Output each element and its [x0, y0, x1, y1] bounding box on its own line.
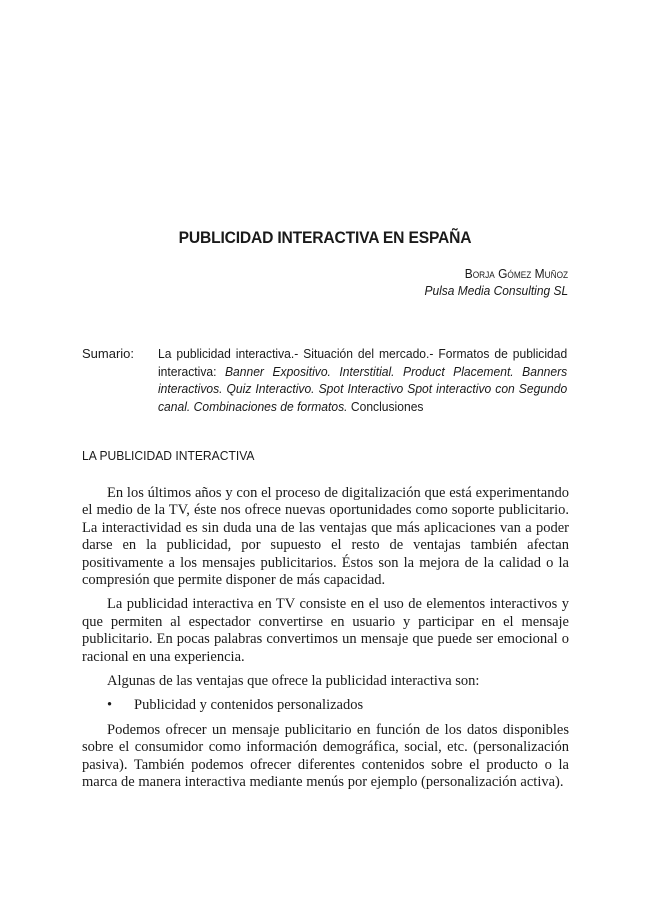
summary-outro: Conclusiones — [347, 398, 424, 414]
bullet-mark: • — [107, 697, 113, 714]
bullet-item — [107, 697, 569, 714]
author-name: Borja Gómez Muñoz — [464, 266, 568, 281]
section-heading: LA PUBLICIDAD INTERACTIVA — [82, 448, 255, 463]
summary-intro: La publicidad interactiva.- Situación del mercado.- Formatos de publicidad interactiva: — [158, 346, 568, 379]
summary-body — [158, 345, 567, 415]
author-affiliation: Pulsa Media Consulting SL — [424, 283, 568, 298]
paragraph: En los últimos años y con el proceso de digitalización que está experimentando el medio de la TV, éste nos ofrece nuevas oportunidades como soporte publicitario. La interactividad es sin duda una de las ventajas que más aplicaciones van a poder darse en la publicidad, por supuesto el resto de ventajas también afectan positivamente a los mensajes publicitarios. Éstos son la mejora de la calidad o la compresión que permite disponer de más capacidad. — [82, 485, 569, 589]
bullet-text: Publicidad y contenidos personalizados — [134, 697, 364, 714]
summary-formats: Banner Expositivo. Interstitial. Product Placement. Banners interactivos. Quiz Interactivo. Spot Interactivo Spot interactivo con Segundo canal. Combinaciones de formatos. — [158, 363, 568, 414]
summary — [82, 345, 569, 415]
paragraph: La publicidad interactiva en TV consiste en el uso de elementos interactivos y que permiten al espectador convertirse en usuario y participar en el mensaje publicitario. En pocas palabras convertimos un mensaje que puede ser emocional o racional en una experiencia. — [82, 596, 569, 665]
author-block — [412, 265, 568, 299]
summary-label: Sumario: — [82, 346, 135, 361]
paragraph: Algunas de las ventajas que ofrece la publicidad interactiva son: — [107, 673, 480, 690]
paper-title: PUBLICIDAD INTERACTIVA EN ESPAÑA — [178, 228, 472, 247]
paragraph: Podemos ofrecer un mensaje publicitario en función de los datos disponibles sobre el consumidor como información demográfica, social, etc. (personalización pasiva). También podemos ofrecer diferentes contenidos sobre el producto o la marca de manera interactiva mediante menús por ejemplo (personalización activa). — [82, 721, 569, 791]
body-text — [82, 485, 569, 799]
